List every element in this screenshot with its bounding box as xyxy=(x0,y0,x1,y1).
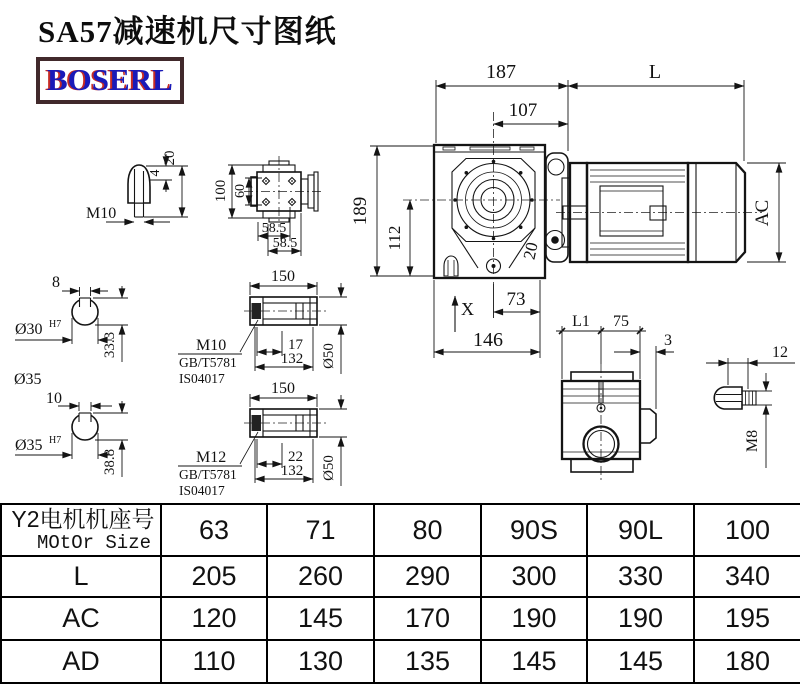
flange-top-view xyxy=(213,156,324,256)
hollow1-dim-17: 17 xyxy=(288,337,303,353)
hollow2-standard-gb: GB/T5781 xyxy=(179,467,237,482)
cell-AD-63: 110 xyxy=(161,640,267,683)
hollow1-thread-label: M10 xyxy=(196,337,227,354)
shaft35-keyway-dim: 10 xyxy=(46,390,62,407)
hollow2-diameter-dim: Ø50 xyxy=(321,455,337,481)
shaft-section-35-view xyxy=(15,390,128,477)
cell-L-63: 205 xyxy=(161,556,267,597)
motor-size-column-100: 100 xyxy=(694,504,800,556)
brand-logo-text: BOSERL xyxy=(47,62,173,97)
eyebolt-m10-thread-label: M10 xyxy=(86,205,117,222)
rear-view xyxy=(556,313,674,480)
hollow2-length-dim: 150 xyxy=(271,380,295,397)
shaft35-depth-dim: 38.8 xyxy=(102,448,118,476)
motor-size-column-90s: 90S xyxy=(481,504,587,556)
shaft30-fit-label: H7 xyxy=(49,319,62,330)
hollow2-thread-label: M12 xyxy=(196,449,227,466)
main-dim-107: 107 xyxy=(508,100,538,121)
main-dim-L: L xyxy=(648,61,662,83)
eyebolt-m8-thread-label: M8 xyxy=(744,429,761,453)
shaft30-bore-dim: Ø30 xyxy=(15,321,43,338)
hollow-shaft-m10-view xyxy=(178,268,347,386)
shaft35-bore-dim: Ø35 xyxy=(15,437,43,454)
cell-AD-90s: 145 xyxy=(481,640,587,683)
eyebolt-m10-view xyxy=(86,151,188,223)
cell-L-100: 340 xyxy=(694,556,800,597)
main-dim-112: 112 xyxy=(385,225,404,251)
rear-dim-L1: L1 xyxy=(572,313,590,330)
flange-dim-585-b: 58.5 xyxy=(272,236,298,251)
cell-L-90l: 330 xyxy=(587,556,694,597)
cell-AC-63: 120 xyxy=(161,597,267,640)
rear-dim-3: 3 xyxy=(664,332,672,349)
eyebolt-m8-view xyxy=(706,344,795,468)
cell-L-71: 260 xyxy=(267,556,374,597)
dimension-table xyxy=(0,503,800,684)
row-label-AD: AD xyxy=(1,640,161,683)
cell-AC-80: 170 xyxy=(374,597,481,640)
motor-size-column-80: 80 xyxy=(374,504,481,556)
table-header-row xyxy=(1,504,800,556)
shaft-section-30-view xyxy=(14,274,128,388)
hollow1-standard-iso: IS04017 xyxy=(179,371,225,386)
main-dim-189: 189 xyxy=(350,196,371,226)
page-title: SA57减速机尺寸图纸 xyxy=(38,14,337,49)
flange-dim-60: 60 xyxy=(233,184,248,198)
main-assembly-view xyxy=(350,61,786,358)
hollow1-length-dim: 150 xyxy=(271,268,295,285)
hollow1-dim-132: 132 xyxy=(280,351,304,367)
main-dim-73: 73 xyxy=(506,289,526,310)
table-row-L xyxy=(1,556,800,597)
flange-dim-100: 100 xyxy=(213,179,229,203)
shaft35-diameter-label: Ø35 xyxy=(14,371,42,388)
main-axis-mark-x: X xyxy=(461,299,474,319)
motor-size-column-63: 63 xyxy=(161,504,267,556)
main-dim-187: 187 xyxy=(486,61,516,83)
shaft30-depth-dim: 33.3 xyxy=(102,331,118,359)
cell-AC-71: 145 xyxy=(267,597,374,640)
cell-L-80: 290 xyxy=(374,556,481,597)
motor-size-header-cell xyxy=(1,504,161,556)
eyebolt-m8-dim-12: 12 xyxy=(772,344,788,361)
row-label-AC: AC xyxy=(1,597,161,640)
cell-AD-71: 130 xyxy=(267,640,374,683)
shaft30-keyway-dim: 8 xyxy=(52,274,60,291)
gearbox-bolt-dim-20: 20 xyxy=(519,240,542,262)
cell-AC-90s: 190 xyxy=(481,597,587,640)
hollow2-dim-132: 132 xyxy=(280,463,304,479)
row-label-L: L xyxy=(1,556,161,597)
cell-AC-90l: 190 xyxy=(587,597,694,640)
main-dim-AC: AC xyxy=(752,199,773,227)
eyebolt-m10-dim-20: 20 xyxy=(162,150,178,166)
rear-dim-75: 75 xyxy=(613,313,629,330)
hollow1-standard-gb: GB/T5781 xyxy=(179,355,237,370)
motor-size-column-90l: 90L xyxy=(587,504,694,556)
eyebolt-m10-dim-4: 4 xyxy=(148,169,163,177)
shaft35-fit-label: H7 xyxy=(49,435,62,446)
hollow2-dim-22: 22 xyxy=(288,449,303,465)
hollow-shaft-m12-view xyxy=(178,380,347,498)
flange-dim-585-a: 58.5 xyxy=(261,221,287,236)
table-row-AC xyxy=(1,597,800,640)
motor-size-column-71: 71 xyxy=(267,504,374,556)
table-row-AD xyxy=(1,640,800,683)
cell-AC-100: 195 xyxy=(694,597,800,640)
motor-size-label-en: MOtOr Size xyxy=(36,532,152,554)
cell-AD-100: 180 xyxy=(694,640,800,683)
hollow2-standard-iso: IS04017 xyxy=(179,483,225,498)
cell-AD-90l: 145 xyxy=(587,640,694,683)
hollow1-diameter-dim: Ø50 xyxy=(321,343,337,369)
cell-L-90s: 300 xyxy=(481,556,587,597)
main-dim-146: 146 xyxy=(473,329,503,351)
cell-AD-80: 135 xyxy=(374,640,481,683)
motor-size-label-cn: Y2电机机座号 xyxy=(11,506,155,532)
